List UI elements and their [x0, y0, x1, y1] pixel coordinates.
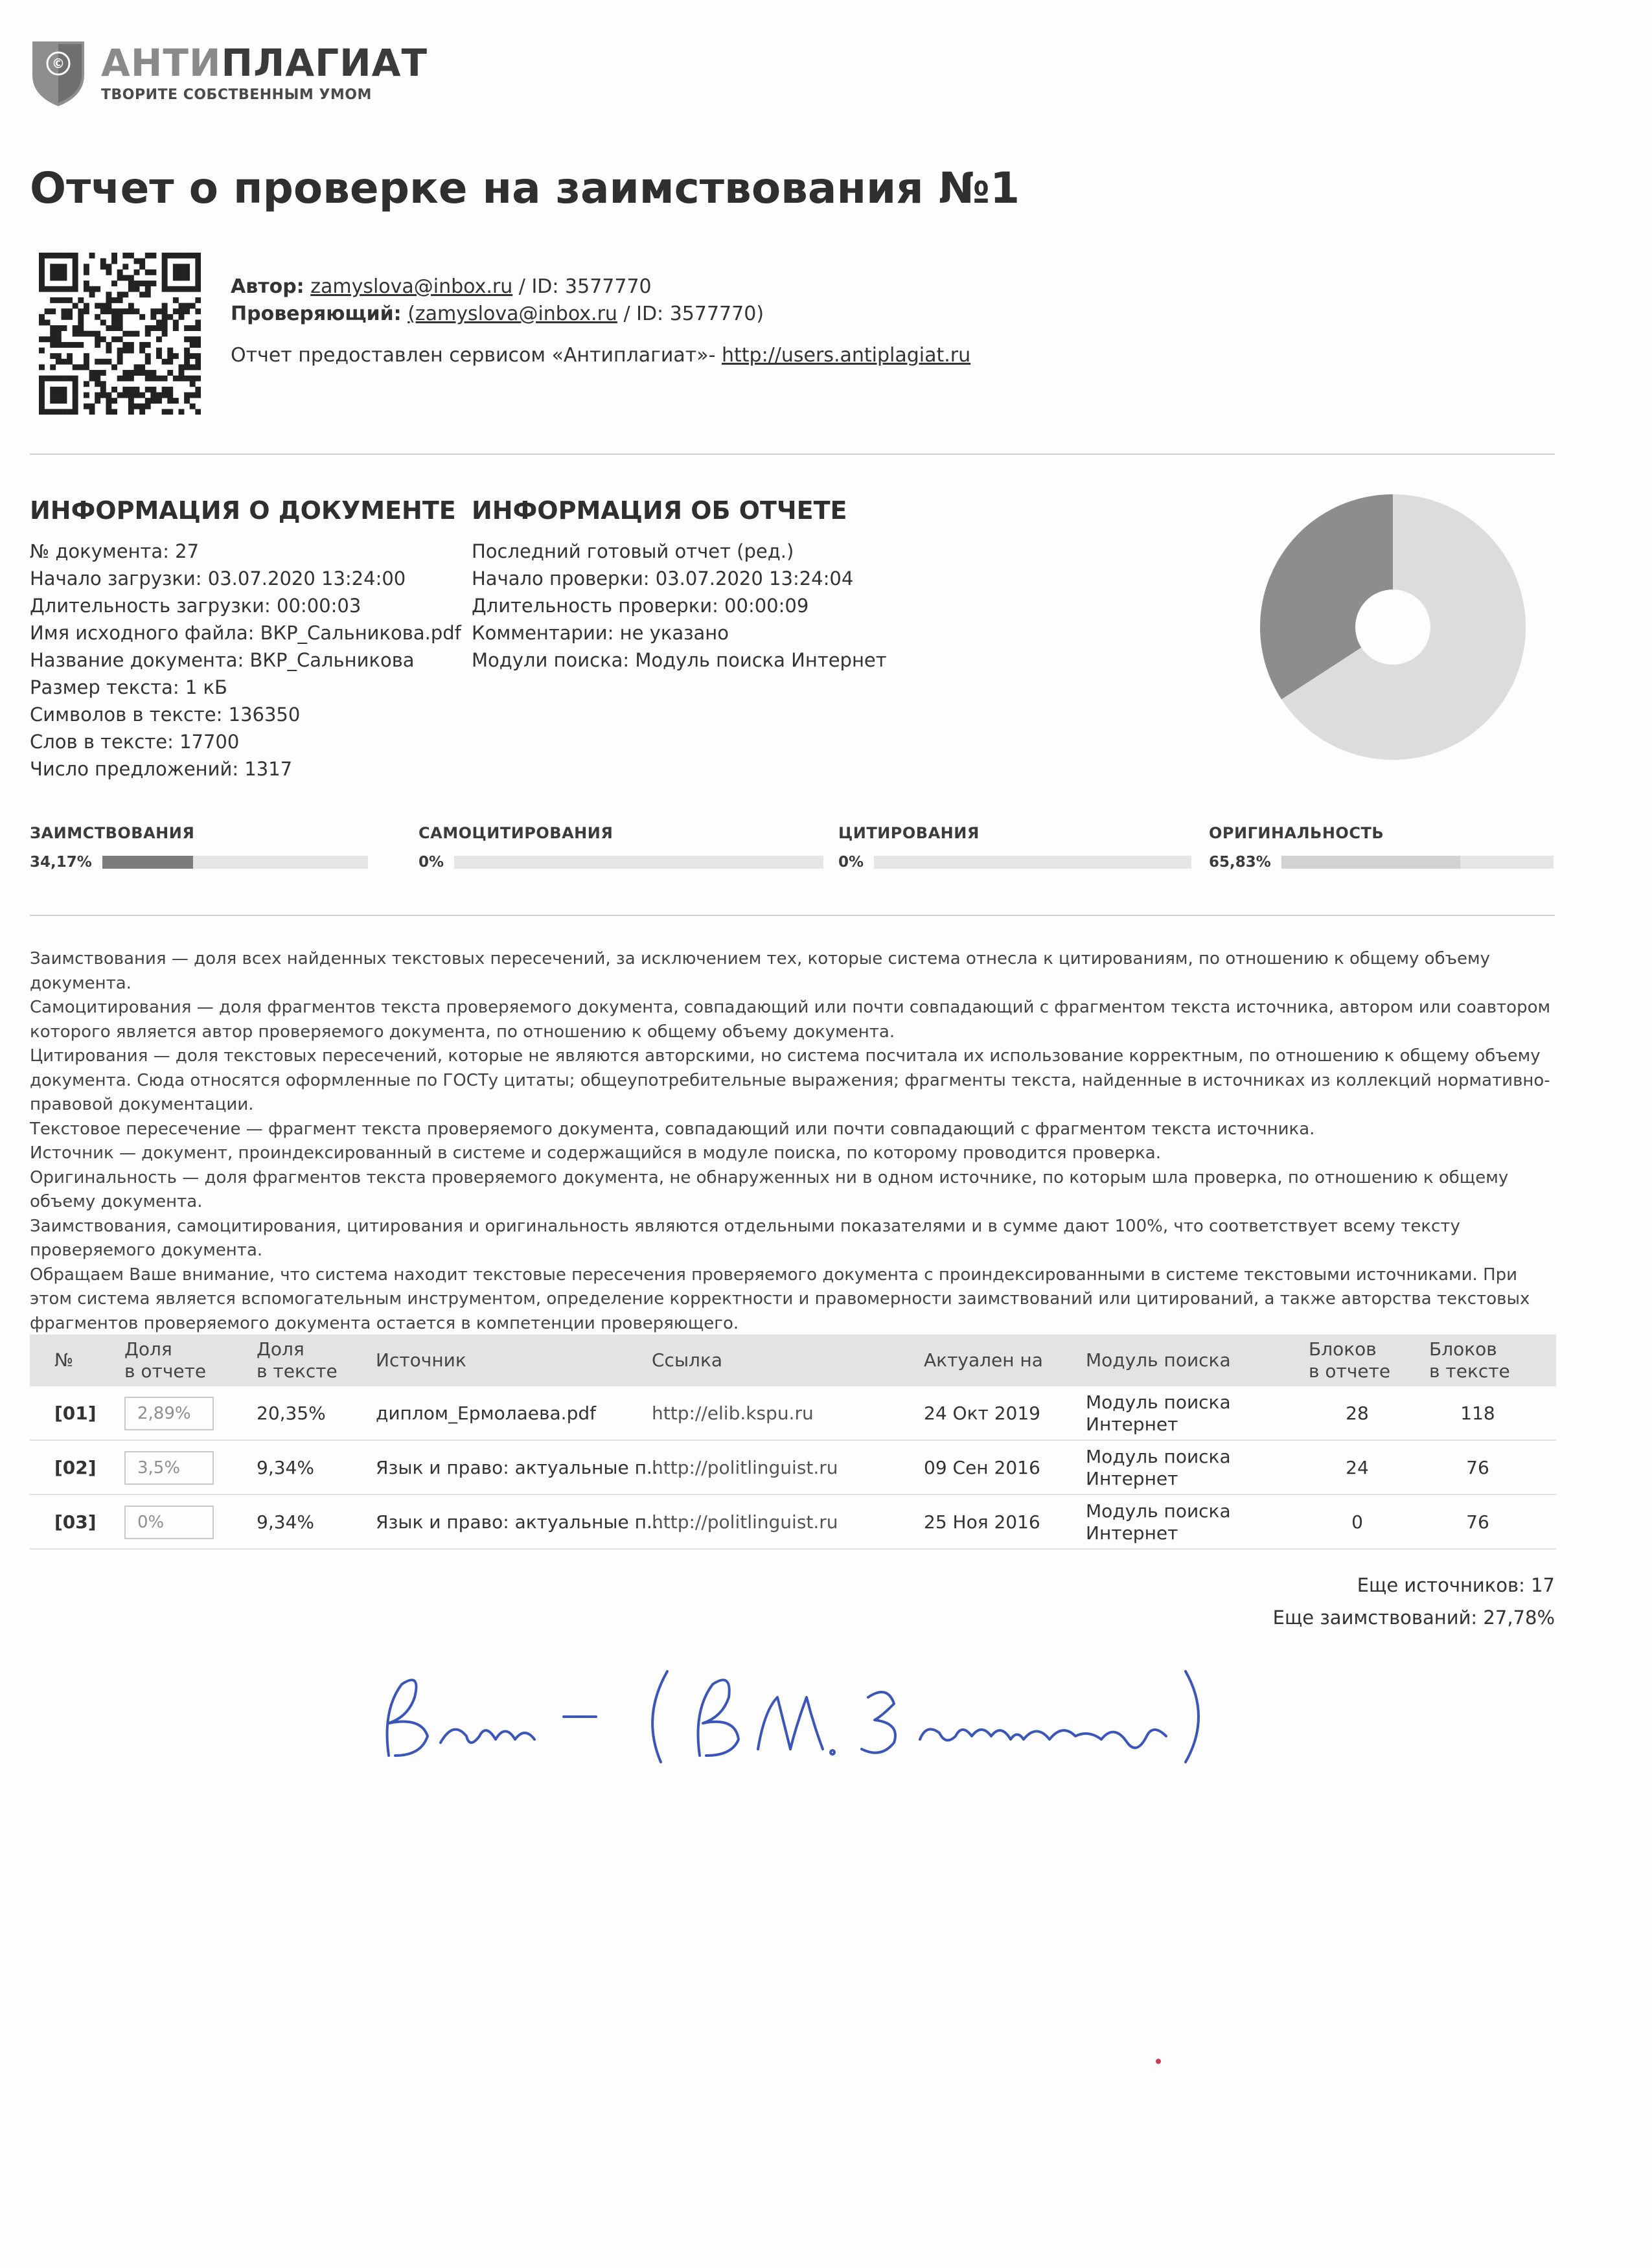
report-meta	[231, 273, 970, 369]
logo-name-part1: АНТИ	[101, 40, 222, 85]
doc-info-title: ИНФОРМАЦИЯ О ДОКУМЕНТЕ	[30, 496, 456, 525]
logo-name-part2: ПЛАГИАТ	[221, 40, 428, 85]
author-label: Автор:	[231, 275, 304, 298]
antiplagiat-logo	[30, 38, 428, 109]
doc-info-line: Число предложений: 1317	[30, 758, 293, 780]
metric-0	[30, 824, 368, 871]
author-email-link[interactable]: zamyslova@inbox.ru	[310, 275, 513, 298]
table-header	[30, 1334, 1556, 1386]
metric-bar	[454, 856, 823, 869]
row-blocks-text: 76	[1466, 1457, 1489, 1478]
originality-donut-chart	[1257, 491, 1529, 763]
report-info-line: Комментарии: не указано	[472, 622, 729, 644]
row-blocks-text: 118	[1460, 1403, 1495, 1424]
row-link[interactable]: http://elib.kspu.ru	[652, 1403, 814, 1424]
author-id: / ID: 3577770	[518, 275, 652, 298]
metric-bar-fill	[1281, 856, 1460, 869]
report-info-line: Модули поиска: Модуль поиска Интернет	[472, 649, 887, 671]
metric-label: САМОЦИТИРОВАНИЯ	[419, 824, 614, 842]
doc-info-line: Длительность загрузки: 00:00:03	[30, 595, 361, 617]
row-link[interactable]: http://politlinguist.ru	[652, 1511, 838, 1533]
more-sources: Еще источников: 17	[1357, 1574, 1555, 1596]
row-module: Модуль поиска Интернет	[1086, 1446, 1231, 1489]
doc-info-line: Слов в тексте: 17700	[30, 731, 240, 753]
row-actual: 25 Ноя 2016	[924, 1511, 1040, 1533]
checker-label: Проверяющий:	[231, 303, 402, 325]
qr-code-icon	[39, 253, 201, 415]
divider	[30, 915, 1555, 916]
row-blocks-report: 28	[1346, 1403, 1369, 1424]
row-share-text: 9,34%	[257, 1511, 314, 1533]
report-info-list	[472, 538, 887, 674]
report-info-title: ИНФОРМАЦИЯ ОБ ОТЧЕТЕ	[472, 496, 847, 525]
doc-info-line: Начало загрузки: 03.07.2020 13:24:00	[30, 567, 406, 590]
metric-value: 65,83%	[1209, 854, 1271, 871]
row-source[interactable]: диплом_Ермолаева.pdf	[376, 1403, 596, 1424]
row-actual: 09 Сен 2016	[924, 1457, 1040, 1478]
share-report-box: 0%	[124, 1506, 214, 1539]
col-share-report: Доля в отчете	[124, 1338, 207, 1382]
metric-value: 0%	[419, 854, 444, 871]
checker-email-link[interactable]: (zamyslova@inbox.ru	[407, 303, 617, 325]
row-num: [03]	[54, 1511, 97, 1533]
table-row[interactable]	[30, 1495, 1556, 1550]
row-share-report-cell	[124, 1386, 214, 1441]
metric-value: 34,17%	[30, 854, 92, 871]
glossary-paragraph: Самоцитирования — доля фрагментов текста проверяемого документа, совпадающий или почти совпадающий с фрагментом текста источника, автором или соавтором которого является автор проверяемого документа, по отношению к общему объему документа.	[30, 998, 1551, 1042]
row-num: [01]	[54, 1403, 97, 1424]
more-borrowings: Еще заимствований: 27,78%	[1272, 1607, 1555, 1629]
metric-3	[1209, 824, 1554, 871]
col-source: Источник	[376, 1349, 466, 1371]
logo-tagline: ТВОРИТЕ СОБСТВЕННЫМ УМОМ	[101, 86, 372, 103]
metric-1	[419, 824, 823, 871]
svg-text:©: ©	[52, 56, 65, 71]
metric-2	[838, 824, 1191, 871]
row-link[interactable]: http://politlinguist.ru	[652, 1457, 838, 1478]
row-blocks-report: 0	[1351, 1511, 1363, 1533]
shield-logo-icon	[30, 38, 87, 109]
glossary	[30, 947, 1555, 1336]
row-num: [02]	[54, 1457, 97, 1478]
table-row[interactable]	[30, 1441, 1556, 1495]
glossary-paragraph: Заимствования, самоцитирования, цитирования и оригинальность являются отдельными показателями и в сумме дают 100%, что соответствует всему тексту проверяемого документа.	[30, 1216, 1460, 1260]
metric-label: ОРИГИНАЛЬНОСТЬ	[1209, 824, 1384, 842]
divider	[30, 453, 1555, 455]
report-info-line: Длительность проверки: 00:00:09	[472, 595, 809, 617]
row-module: Модуль поиска Интернет	[1086, 1392, 1231, 1435]
sources-table	[30, 1334, 1556, 1550]
col-blocks-report: Блоков в отчете	[1309, 1338, 1391, 1382]
row-module: Модуль поиска Интернет	[1086, 1500, 1231, 1544]
donut-hole	[1355, 590, 1430, 665]
col-module: Модуль поиска	[1086, 1349, 1231, 1371]
col-share-text: Доля в тексте	[257, 1338, 338, 1382]
metric-bar	[874, 856, 1191, 869]
metric-label: ЗАИМСТВОВАНИЯ	[30, 824, 195, 842]
row-actual: 24 Окт 2019	[924, 1403, 1040, 1424]
glossary-paragraph: Текстовое пересечение — фрагмент текста проверяемого документа, совпадающий или почти совпадающий с фрагментом текста источника.	[30, 1119, 1315, 1139]
metric-bar	[1281, 856, 1554, 869]
row-blocks-report: 24	[1346, 1457, 1369, 1478]
stray-mark	[1156, 2059, 1161, 2064]
table-row[interactable]	[30, 1386, 1556, 1441]
provided-by-text: Отчет предоставлен сервисом «Антиплагиат»-	[231, 344, 716, 367]
doc-info-list	[30, 538, 461, 783]
service-link[interactable]: http://users.antiplagiat.ru	[721, 344, 971, 367]
metric-bar	[102, 856, 368, 869]
row-share-report-cell	[124, 1495, 214, 1550]
glossary-paragraph: Источник — документ, проиндексированный в системе и содержащийся в модуле поиска, по которому проводится проверка.	[30, 1143, 1161, 1163]
metric-value: 0%	[838, 854, 864, 871]
doc-info-line: Название документа: ВКР_Сальникова	[30, 649, 415, 671]
glossary-paragraph: Цитирования — доля текстовых пересечений, которые не являются авторскими, но система посчитала их использование корректным, по отношению к общему объему документа. Сюда относятся оформленные по ГОСТу цитаты; общеупотребительные выражения; фрагменты текста, найденные в источниках из коллекций нормативно-правовой документации.	[30, 1046, 1550, 1114]
checker-id: / ID: 3577770)	[623, 303, 764, 325]
glossary-paragraph: Обращаем Ваше внимание, что система находит текстовые пересечения проверяемого документа с проиндексированными в системе текстовыми источниками. При этом система является вспомогательным инструментом, определение корректности и правомерности заимствований или цитирований, а также авторства текстовых фрагментов проверяемого документа остается в компетенции проверяющего.	[30, 1265, 1530, 1333]
metric-bar-fill	[102, 856, 193, 869]
report-info-line: Начало проверки: 03.07.2020 13:24:04	[472, 567, 854, 590]
row-share-text: 20,35%	[257, 1403, 326, 1424]
metric-label: ЦИТИРОВАНИЯ	[838, 824, 980, 842]
row-blocks-text: 76	[1466, 1511, 1489, 1533]
handwritten-signature	[376, 1658, 1231, 1775]
col-link: Ссылка	[652, 1349, 723, 1371]
row-share-text: 9,34%	[257, 1457, 314, 1478]
doc-info-line: Символов в тексте: 136350	[30, 704, 301, 726]
report-info-line: Последний готовый отчет (ред.)	[472, 540, 794, 562]
col-blocks-text: Блоков в тексте	[1429, 1338, 1510, 1382]
col-actual: Актуален на	[924, 1349, 1043, 1371]
doc-info-line: Имя исходного файла: ВКР_Сальникова.pdf	[30, 622, 461, 644]
doc-info-line: № документа: 27	[30, 540, 200, 562]
glossary-paragraph: Заимствования — доля всех найденных текстовых пересечений, за исключением тех, которые система отнесла к цитированиям, по отношению к общему объему документа.	[30, 949, 1490, 993]
row-source[interactable]: Язык и право: актуальные п...	[376, 1511, 664, 1533]
col-num: №	[54, 1349, 74, 1371]
doc-info-line: Размер текста: 1 кБ	[30, 676, 227, 698]
share-report-box: 2,89%	[124, 1397, 214, 1430]
share-report-box: 3,5%	[124, 1451, 214, 1485]
report-title: Отчет о проверке на заимствования №1	[30, 163, 1020, 213]
row-source[interactable]: Язык и право: актуальные п...	[376, 1457, 664, 1478]
glossary-paragraph: Оригинальность — доля фрагментов текста проверяемого документа, не обнаруженных ни в одном источнике, по которым шла проверка, по отношению к общему объему документа.	[30, 1167, 1509, 1211]
row-share-report-cell	[124, 1441, 214, 1495]
